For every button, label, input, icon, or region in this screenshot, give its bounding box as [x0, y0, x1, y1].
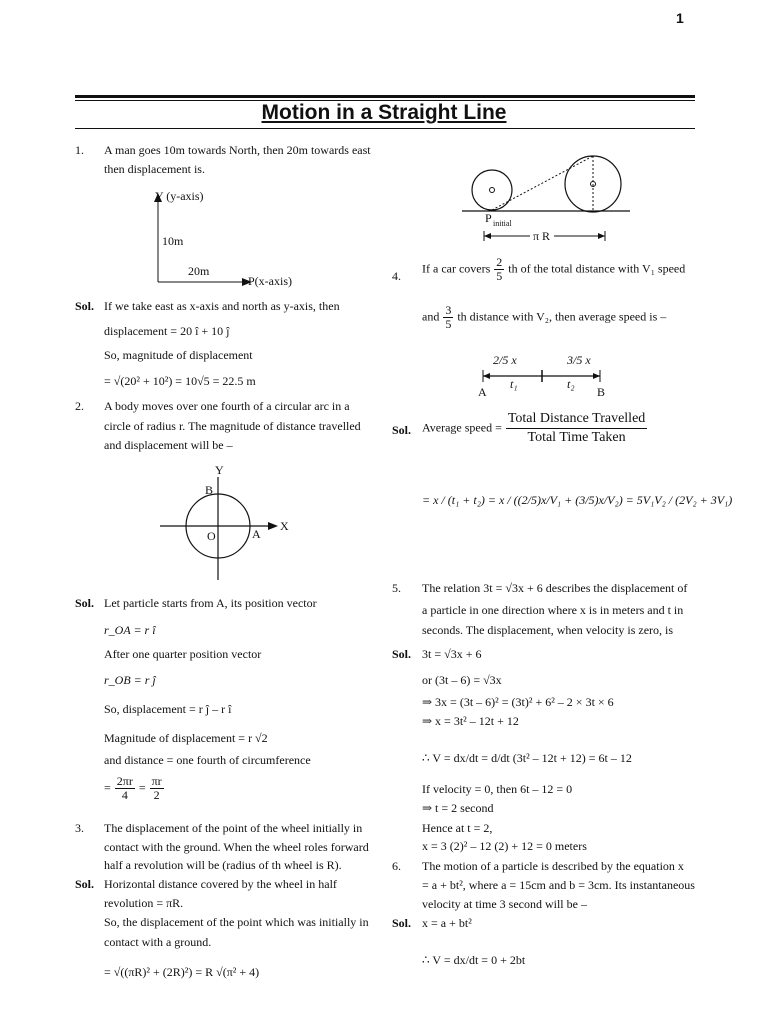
q4-sol-line-2: = x / (t₁ + t₂) = x / ((2/5)x/V₁ + (3/5)x/V₂) = 5V₁V₂ / (2V₂ + 3V₁)	[422, 493, 733, 507]
q3-sol-line-1: Horizontal distance covered by the wheel in half	[104, 877, 337, 891]
q6-number: 6.	[392, 859, 401, 873]
q6-line-2: = a + bt², where a = 15cm and b = 3cm. Its instantaneous	[422, 878, 695, 892]
q2-fig-o: O	[207, 529, 216, 543]
q4-fig-a: A	[478, 385, 487, 399]
q4-frac-1-den: 5	[496, 269, 503, 283]
q3-fig-pi-r: π R	[533, 229, 551, 243]
q4-fig-b: B	[597, 385, 606, 399]
q2-frac-1-num: 2πr	[116, 774, 133, 788]
q4-line-2	[422, 304, 666, 331]
q5-line-1: The relation 3t = √3x + 6 describes the displacement of	[422, 581, 688, 595]
q2-sol-line-1: Let particle starts from A, its position vector	[104, 596, 317, 610]
q4-line-1b: th of the total distance with V₁ speed	[508, 261, 686, 276]
q2-sol-line-4: r_OB = r ĵ	[104, 673, 156, 687]
q6-sol-line-2: ∴ V = dx/dt = 0 + 2bt	[422, 953, 526, 967]
q3-line-1: The displacement of the point of the wheel initially in	[104, 821, 363, 835]
q5-sol-line-6: If velocity = 0, then 6t – 12 = 0	[422, 782, 573, 796]
q2-sol-line-2: r_OA = r î	[104, 623, 156, 637]
q2-number: 2.	[75, 399, 84, 413]
q2-fig-a: A	[252, 527, 261, 541]
q2-fig-x: X	[280, 519, 289, 533]
q3-wheel-figure	[460, 150, 640, 250]
q1-fig-20m: 20m	[188, 264, 210, 278]
q4-line-2b: th distance with V₂, then average speed is –	[457, 309, 667, 324]
q2-circle-figure	[155, 460, 295, 585]
q1-fig-10m: 10m	[162, 234, 184, 248]
q6-sol-line-1: x = a + bt²	[422, 916, 472, 930]
q4-sol-den: Total Time Taken	[527, 430, 626, 445]
q5-sol-line-3: ⇒ 3x = (3t – 6)² = (3t)² + 6² – 2 × 3t × 6	[422, 695, 614, 709]
q5-sol-line-5: ∴ V = dx/dt = d/dt (3t² – 12t + 12) = 6t – 12	[422, 751, 632, 765]
q3-line-2: contact with the ground. When the wheel roles forward	[104, 840, 369, 854]
q4-line-2a: and	[422, 309, 440, 324]
q2-sol-line-8: = $\frac{2\pi r}{4}$ = $\frac{\pi r}{2}$	[104, 774, 162, 802]
q1-sol-label: Sol.	[75, 299, 95, 313]
q4-fig-t2: t₂	[567, 377, 575, 391]
q4-fig-seg2: 3/5 x	[567, 353, 591, 367]
q1-sol-line-1: If we take east as x-axis and north as y-axis, then	[104, 299, 340, 313]
q1-sol-line-3: So, magnitude of displacement	[104, 348, 253, 362]
q1-fig-p-label: P(x-axis)	[248, 274, 292, 288]
q3-sol-line-3: So, the displacement of the point which was initially in	[104, 915, 369, 929]
q2-sol-line-6: Magnitude of displacement = r √2	[104, 731, 268, 745]
q5-sol-line-8: Hence at t = 2,	[422, 821, 493, 835]
q5-sol-line-9: x = 3 (2)² – 12 (2) + 12 = 0 meters	[422, 839, 587, 853]
q3-number: 3.	[75, 821, 84, 835]
q6-line-1: The motion of a particle is described by the equation x	[422, 859, 684, 873]
q5-sol-line-1: 3t = √3x + 6	[422, 647, 482, 661]
q4-line-1a: If a car covers	[422, 261, 491, 276]
q1-fig-y-label: Y (y-axis)	[155, 189, 204, 203]
q5-line-3: seconds. The displacement, when velocity is zero, is	[422, 623, 674, 637]
q5-sol-label: Sol.	[392, 647, 412, 661]
page-number: 1	[676, 10, 684, 26]
q2-sol-line-7: and distance = one fourth of circumference	[104, 753, 311, 767]
q5-sol-line-4: ⇒ x = 3t² – 12t + 12	[422, 714, 519, 728]
q3-line-3: half a revolution will be (radius of th wheel is R).	[104, 858, 342, 872]
q4-fig-seg1: 2/5 x	[493, 353, 517, 367]
title-rule-bottom	[75, 128, 695, 129]
q6-sol-label: Sol.	[392, 916, 412, 930]
q1-number: 1.	[75, 143, 84, 157]
q1-line-2: then displacement is.	[104, 162, 205, 176]
q4-line-1	[422, 256, 685, 283]
q2-frac-2-den: 2	[153, 788, 160, 802]
q1-sol-line-2: displacement = 20 î + 10 ĵ	[104, 324, 230, 338]
q4-fig-t1: t₁	[510, 377, 518, 391]
q3-fig-p: P	[485, 211, 492, 225]
q2-fig-b: B	[205, 483, 214, 497]
q4-frac-2-den: 5	[445, 317, 452, 331]
q2-fig-y: Y	[215, 463, 224, 477]
q4-frac-2-num: 3	[445, 303, 452, 317]
page-title: Motion in a Straight Line	[261, 101, 507, 124]
q2-line-2: circle of radius r. The magnitude of distance travelled	[104, 419, 361, 433]
q5-number: 5.	[392, 581, 401, 595]
q4-sol-line-1	[422, 410, 648, 447]
q2-line-1: A body moves over one fourth of a circular arc in a	[104, 399, 350, 413]
q4-frac-1-num: 2	[496, 255, 503, 269]
q2-frac-2-num: πr	[151, 774, 162, 788]
q3-sol-line-5: = √((πR)² + (2R)²) = R √(π² + 4)	[104, 965, 260, 979]
q5-sol-line-2: or (3t – 6) = √3x	[422, 673, 502, 687]
q2-line-3: and displacement will be –	[104, 438, 233, 452]
q3-sol-line-4: contact with a ground.	[104, 935, 212, 949]
q4-segment-figure	[475, 348, 615, 400]
q5-line-2: a particle in one direction where x is in meters and t in	[422, 603, 684, 617]
q1-axes-figure	[150, 185, 310, 295]
q2-sol-line-3: After one quarter position vector	[104, 647, 262, 661]
q4-sol-avg-label: Average speed =	[422, 420, 502, 435]
title-rule-top	[75, 95, 695, 98]
q1-sol-line-4: = √(20² + 10²) = 10√5 = 22.5 m	[104, 374, 256, 388]
q2-frac-1-den: 4	[121, 788, 128, 802]
q4-sol-label: Sol.	[392, 423, 412, 437]
q2-sol-line-5: So, displacement = r ĵ – r î	[104, 702, 232, 716]
q4-number: 4.	[392, 269, 401, 283]
q4-sol-num: Total Distance Travelled	[506, 410, 647, 429]
q6-line-3: velocity at time 3 second will be –	[422, 897, 587, 911]
q5-sol-line-7: ⇒ t = 2 second	[422, 801, 494, 815]
q3-sol-label: Sol.	[75, 877, 95, 891]
q2-sol-label: Sol.	[75, 596, 95, 610]
q3-sol-line-2: revolution = πR.	[104, 896, 184, 910]
q1-line-1: A man goes 10m towards North, then 20m towards east	[104, 143, 371, 157]
q3-fig-p-sub: initial	[493, 219, 512, 228]
